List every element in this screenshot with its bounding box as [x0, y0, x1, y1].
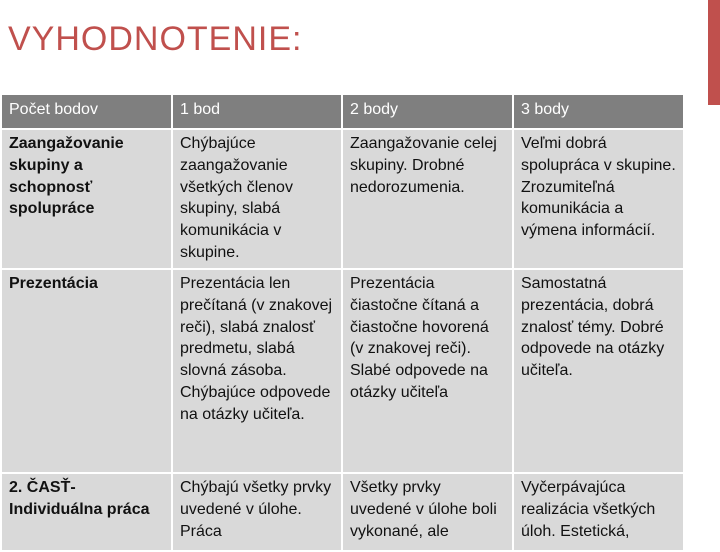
- slide-title: VYHODNOTENIE:: [8, 20, 303, 58]
- evaluation-table: [0, 93, 685, 552]
- table-header-row: [1, 94, 684, 129]
- header-cell-points: Počet bodov: [1, 94, 172, 129]
- header-cell-2-points: 2 body: [342, 94, 513, 129]
- score-cell: Prezentácia čiastočne čítaná a čiastočne hovorená (v znakovej reči). Slabé odpovede na otázky učiteľa: [342, 269, 513, 473]
- criterion-cell: 2. ČASŤ- Individuálna práca: [1, 473, 172, 551]
- score-cell: Vyčerpávajúca realizácia všetkých úloh. Estetická,: [513, 473, 684, 551]
- score-cell: Samostatná prezentácia, dobrá znalosť témy. Dobré odpovede na otázky učiteľa.: [513, 269, 684, 473]
- table-row: [1, 473, 684, 551]
- criterion-cell: Zaangažovanie skupiny a schopnosť spolupráce: [1, 129, 172, 269]
- score-cell: Veľmi dobrá spolupráca v skupine. Zrozumiteľná komunikácia a výmena informácií.: [513, 129, 684, 269]
- score-cell: Prezentácia len prečítaná (v znakovej reči), slabá znalosť predmetu, slabá slovná zásoba. Chýbajúce odpovede na otázky učiteľa.: [172, 269, 342, 473]
- score-cell: Zaangažovanie celej skupiny. Drobné nedorozumenia.: [342, 129, 513, 269]
- score-cell: Chýbajú všetky prvky uvedené v úlohe. Práca: [172, 473, 342, 551]
- criterion-cell: Prezentácia: [1, 269, 172, 473]
- header-cell-3-points: 3 body: [513, 94, 684, 129]
- header-cell-1-point: 1 bod: [172, 94, 342, 129]
- table-row: [1, 269, 684, 473]
- score-cell: Všetky prvky uvedené v úlohe boli vykonané, ale: [342, 473, 513, 551]
- score-cell: Chýbajúce zaangažovanie všetkých členov skupiny, slabá komunikácia v skupine.: [172, 129, 342, 269]
- accent-bar: [708, 0, 720, 105]
- table-row: [1, 129, 684, 269]
